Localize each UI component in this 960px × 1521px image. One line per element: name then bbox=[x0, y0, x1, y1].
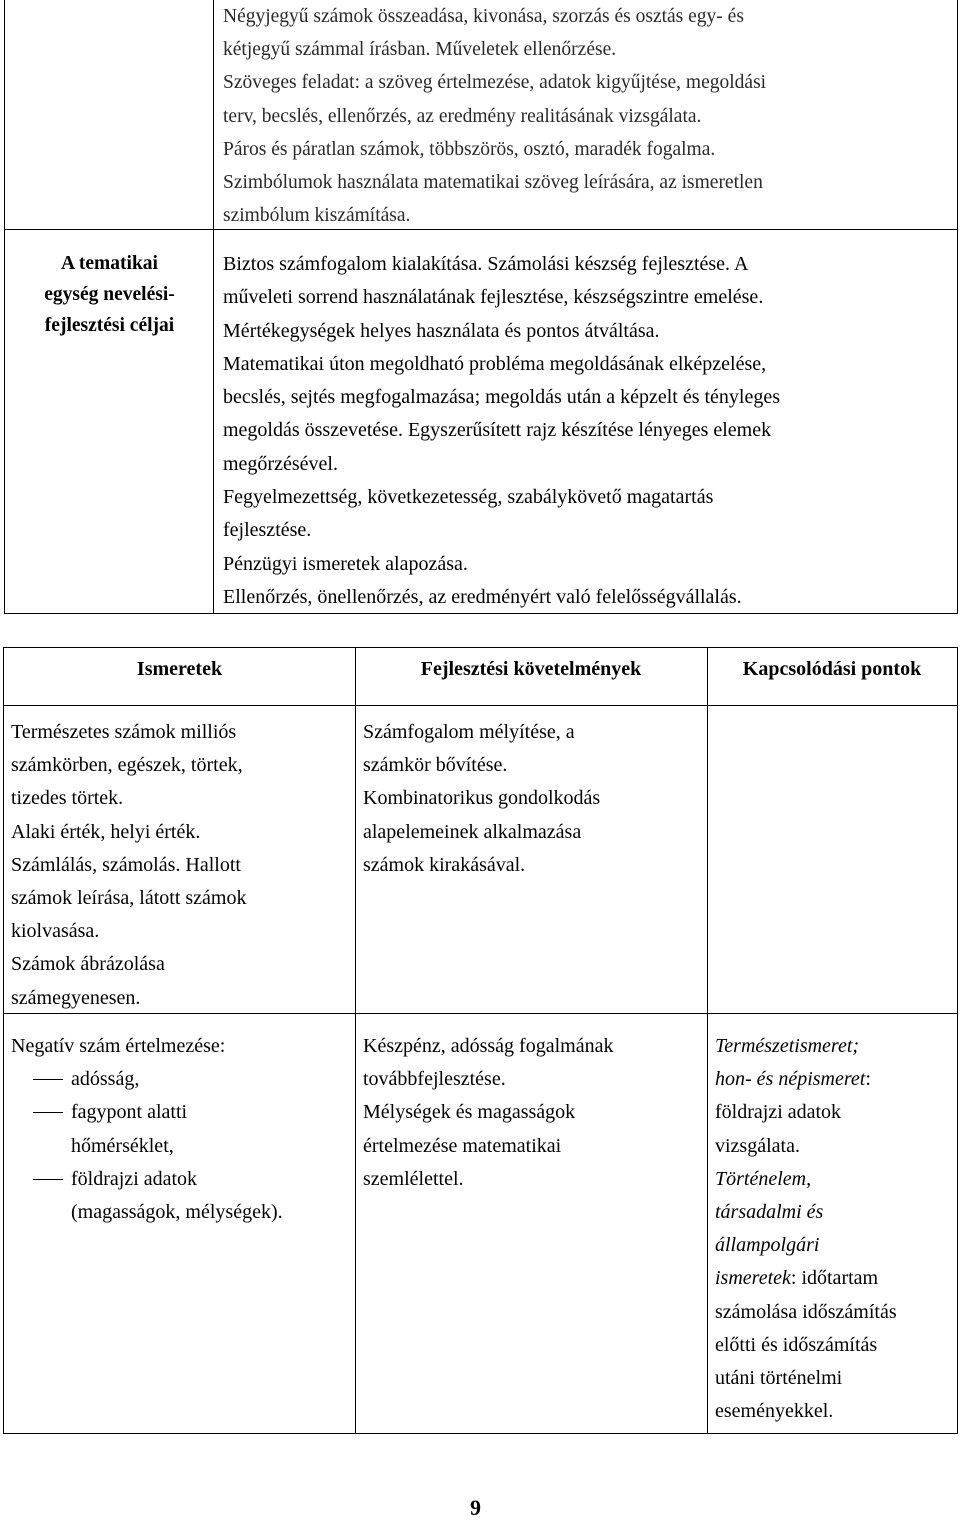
text-line: számkör bővítése. bbox=[363, 754, 508, 777]
content-table bbox=[3, 647, 958, 1434]
text-line: Pénzügyi ismeretek alapozása. bbox=[223, 552, 468, 575]
text-line: Negatív szám értelmezése: bbox=[11, 1035, 226, 1057]
label-line: fejlesztési céljai bbox=[44, 315, 175, 336]
row1-ismeretek-cell bbox=[11, 716, 349, 1015]
text-line: Ellenőrzés, önellenőrzés, az eredményért való felelősségvállalás. bbox=[223, 585, 742, 608]
text-line: szimbólum kiszámítása. bbox=[223, 205, 411, 227]
list-item bbox=[11, 1063, 349, 1096]
text-line: adósság, bbox=[71, 1068, 140, 1091]
text-line: fejlesztése. bbox=[223, 519, 312, 542]
text-line: Számfogalom mélyítése, a bbox=[363, 721, 575, 743]
goals-table bbox=[4, 0, 958, 614]
column-divider bbox=[355, 648, 356, 1433]
text-line: Mértékegységek helyes használata és pontos átváltása. bbox=[223, 319, 660, 342]
text-line: műveleti sorrend használatának fejlesztése, készségszintre emelése. bbox=[223, 286, 764, 309]
text-line: Szöveges feladat: a szöveg értelmezése, adatok kigyűjtése, megoldási bbox=[223, 72, 767, 94]
text-line: Fegyelmezettség, következetesség, szabálykövető magatartás bbox=[223, 486, 714, 509]
text-line: Alaki érték, helyi érték. bbox=[11, 820, 201, 843]
row2-fejlesztesi-cell bbox=[363, 1030, 701, 1196]
text-line: társadalmi és bbox=[715, 1201, 824, 1224]
text-line: előtti és időszámítás bbox=[715, 1333, 878, 1356]
text-line: megőrzésével. bbox=[223, 452, 338, 475]
text-line: számok leírása, látott számok bbox=[11, 887, 247, 910]
row2-ismeretek-cell bbox=[11, 1030, 349, 1229]
goals-text bbox=[223, 248, 957, 614]
text-line: Számok ábrázolása bbox=[11, 953, 165, 976]
text-fragment: : bbox=[865, 1068, 871, 1091]
text-line: fagypont alatti bbox=[71, 1101, 188, 1124]
header-fejlesztesi: Fejlesztési követelmények bbox=[420, 658, 642, 680]
label-line: A tematikai bbox=[61, 253, 158, 274]
goals-label bbox=[5, 248, 214, 341]
text-line: (magasságok, mélységek). bbox=[71, 1201, 283, 1224]
text-line: Természetismeret; bbox=[715, 1035, 860, 1057]
text-line: földrajzi adatok bbox=[71, 1167, 198, 1190]
page-number: 9 bbox=[470, 1495, 481, 1520]
text-line: számok kirakásával. bbox=[363, 853, 526, 876]
text-line: tizedes törtek. bbox=[11, 787, 124, 810]
text-line: Készpénz, adósság fogalmának bbox=[363, 1035, 614, 1057]
text-line: Szimbólumok használata matematikai szöveg leírására, az ismeretlen bbox=[223, 172, 763, 194]
text-line: terv, becslés, ellenőrzés, az eredmény realitásának vizsgálata. bbox=[223, 105, 702, 127]
list-item bbox=[11, 1096, 349, 1162]
column-divider bbox=[707, 648, 708, 1433]
text-line: Történelem, bbox=[715, 1167, 812, 1190]
text-line: Mélységek és magasságok bbox=[363, 1101, 576, 1124]
unit-content-text bbox=[223, 0, 957, 232]
header-kapcsolodasi: Kapcsolódási pontok bbox=[742, 658, 922, 680]
text-line: állampolgári bbox=[715, 1234, 820, 1257]
text-line: Kombinatorikus gondolkodás bbox=[363, 787, 601, 810]
text-line bbox=[715, 1063, 955, 1096]
text-line bbox=[715, 1262, 955, 1295]
text-line: számkörben, egészek, törtek, bbox=[11, 754, 243, 777]
header-divider bbox=[4, 705, 957, 706]
text-line: eseményekkel. bbox=[715, 1400, 834, 1423]
text-line: földrajzi adatok bbox=[715, 1101, 842, 1124]
header-ismeretek: Ismeretek bbox=[136, 658, 223, 680]
text-line: alapelemeinek alkalmazása bbox=[363, 820, 582, 843]
text-line: vizsgálata. bbox=[715, 1134, 800, 1157]
subject-name: ismeretek bbox=[715, 1267, 791, 1290]
row2-kapcsolodasi-cell bbox=[715, 1030, 955, 1428]
text-line: Biztos számfogalom kialakítása. Számolási készség fejlesztése. A bbox=[223, 253, 749, 275]
text-line: kiolvasása. bbox=[11, 920, 100, 943]
text-line: értelmezése matematikai bbox=[363, 1134, 562, 1157]
text-line: szemlélettel. bbox=[363, 1167, 464, 1190]
text-line: hőmérséklet, bbox=[71, 1134, 174, 1157]
text-line: kétjegyű számmal írásban. Műveletek ellenőrzése. bbox=[223, 39, 617, 61]
text-line: becslés, sejtés megfogalmazása; megoldás után a képzelt és tényleges bbox=[223, 386, 781, 409]
label-line: egység nevelési- bbox=[44, 284, 175, 305]
text-line: Természetes számok milliós bbox=[11, 721, 237, 743]
text-line: Számlálás, számolás. Hallott bbox=[11, 853, 241, 876]
text-line: utáni történelmi bbox=[715, 1367, 843, 1390]
text-line: továbbfejlesztése. bbox=[363, 1068, 506, 1091]
text-line: Páros és páratlan számok, többszörös, osztó, maradék fogalma. bbox=[223, 138, 716, 160]
list-item bbox=[11, 1163, 349, 1229]
text-line: megoldás összevetése. Egyszerűsített rajz készítése lényeges elemek bbox=[223, 419, 772, 442]
text-line: számegyenesen. bbox=[11, 986, 141, 1009]
subject-name: hon- és népismeret bbox=[715, 1068, 866, 1091]
text-line: Négyjegyű számok összeadása, kivonása, szorzás és osztás egy- és bbox=[223, 6, 744, 27]
row1-fejlesztesi-cell bbox=[363, 716, 701, 882]
text-line: számolása időszámítás bbox=[715, 1300, 897, 1323]
text-fragment: : időtartam bbox=[790, 1267, 879, 1290]
text-line: Matematikai úton megoldható probléma megoldásának elképzelése, bbox=[223, 352, 767, 375]
